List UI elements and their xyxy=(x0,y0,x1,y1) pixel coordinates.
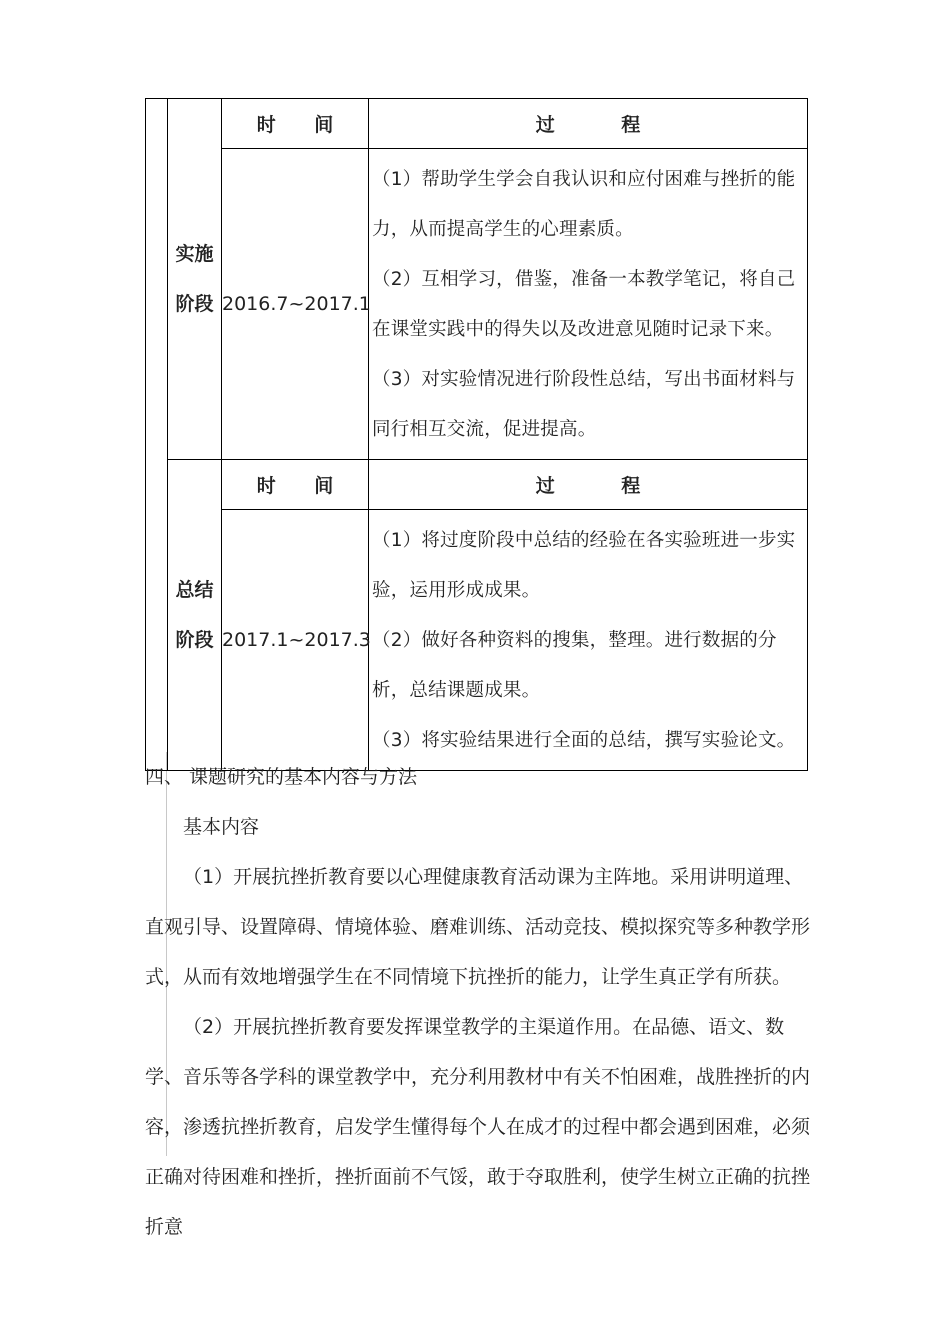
header-time: 时 间 xyxy=(256,475,350,497)
body-paragraph: （1）开展抗挫折教育要以心理健康教育活动课为主阵地。采用讲明道理、直观引导、设置障碍、情境体验、磨难训练、活动竞技、模拟探究等多种教学形式，从而有效地增强学生在不同情境下抗挫折的能力，让学生真正学有所获。 xyxy=(145,866,811,988)
period-cell: 2016.7~2017.1 xyxy=(222,149,369,460)
table-row xyxy=(146,460,808,510)
header-process: 过 程 xyxy=(535,114,671,136)
header-time-cell xyxy=(222,99,369,149)
header-time: 时 间 xyxy=(256,114,350,136)
header-process-cell xyxy=(369,99,808,149)
outer-column xyxy=(146,99,168,771)
process-cell xyxy=(369,149,808,460)
period-cell: 2017.1~2017.3 xyxy=(222,510,369,771)
process-step: （3）对实验情况进行阶段性总结，写出书面材料与同行相互交流，促进提高。 xyxy=(372,369,796,440)
table-row xyxy=(146,510,808,771)
stage-cell xyxy=(168,99,222,460)
header-process: 过 程 xyxy=(535,475,671,497)
stage-name-line2: 阶段 xyxy=(175,629,214,651)
process-step: （1）帮助学生学会自我认识和应付困难与挫折的能力，从而提高学生的心理素质。 xyxy=(372,169,796,240)
section-subheading: 基本内容 xyxy=(183,816,260,838)
header-time-cell xyxy=(222,460,369,510)
body-paragraph: （2）开展抗挫折教育要发挥课堂教学的主渠道作用。在品德、语文、数学、音乐等各学科的课堂教学中，充分利用教材中有关不怕困难，战胜挫折的内容，渗透抗挫折教育，启发学生懂得每个人在成才的过程中都会遇到困难，必须正确对待困难和挫折，挫折面前不气馁，敢于夺取胜利，使学生树立正确的抗挫折意 xyxy=(145,1016,811,1238)
stage-cell xyxy=(168,460,222,771)
section-body xyxy=(145,852,815,1252)
stage-name-line1: 总结 xyxy=(175,579,214,601)
table-row xyxy=(146,149,808,460)
process-step: （1）将过度阶段中总结的经验在各实验班进一步实验，运用形成成果。 xyxy=(372,530,796,601)
stage-name-line2: 阶段 xyxy=(175,293,214,315)
section-heading: 四、 课题研究的基本内容与方法 xyxy=(145,766,418,788)
process-step: （2）互相学习，借鉴，准备一本教学笔记，将自己在课堂实践中的得失以及改进意见随时记录下来。 xyxy=(372,269,796,340)
process-step: （2）做好各种资料的搜集，整理。进行数据的分析，总结课题成果。 xyxy=(372,630,777,701)
header-process-cell xyxy=(369,460,808,510)
research-stage-table xyxy=(145,98,808,771)
process-cell xyxy=(369,510,808,771)
stage-name-line1: 实施 xyxy=(175,243,214,265)
process-step: （3）将实验结果进行全面的总结，撰写实验论文。 xyxy=(372,730,796,751)
table-row xyxy=(146,99,808,149)
